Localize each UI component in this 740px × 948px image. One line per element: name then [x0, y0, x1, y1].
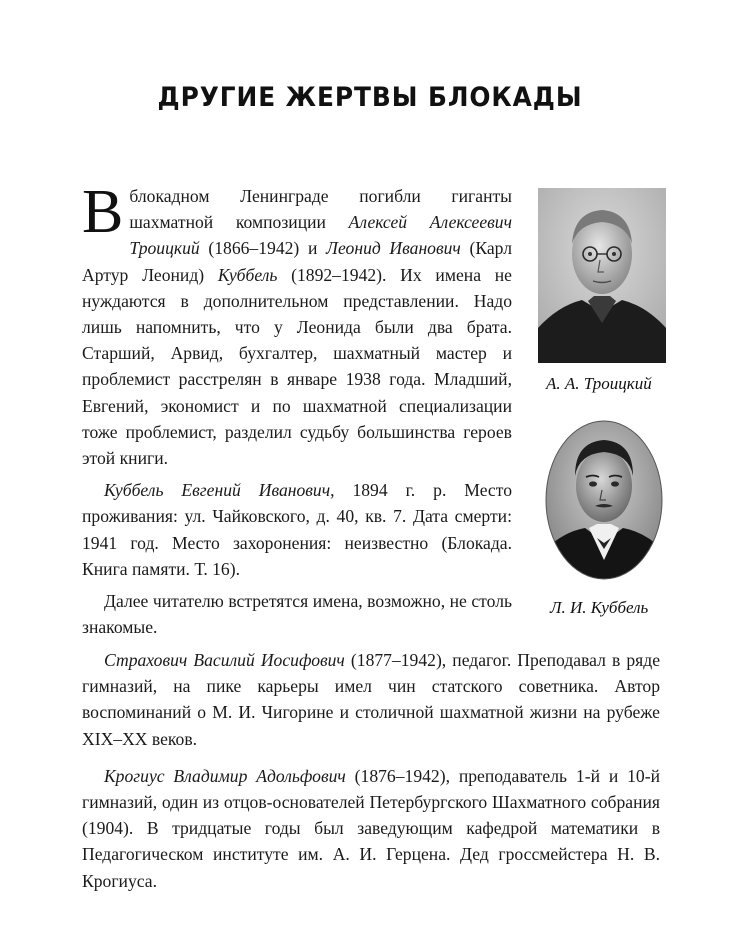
krogius-name: Крогиус Владимир Адольфович [104, 765, 346, 786]
name-kubbel: Куббель [217, 264, 278, 285]
krogius-text: (1876–1942), преподаватель 1-й и 10-й гимназий, один из отцов-основателей Петербургского Шахматного собрания (1904). В тридцатые годы был заведующим кафедрой математики в Педагогическом институте им. А. И. Герцена. Дед гроссмейстера Н. В. Крогиуса. [82, 765, 660, 891]
strakhovich-name: Страхович Василий Иосифович [104, 650, 345, 670]
kubbel-portrait-image [545, 420, 663, 580]
strakhovich-text: (1877–1942), педагог. Преподавал в ряде гимназий, на пике карьеры имел чин статского советника. Автор воспоминаний о М. И. Чигорине и столичной шахматной жизни на рубеже XIX–XX веков. [82, 650, 661, 749]
page-title: ДРУГИЕ ЖЕРТВЫ БЛОКАДЫ [157, 82, 583, 113]
troitsky-portrait-image [538, 188, 666, 363]
kubbel-entry-text: 1894 г. р. Место проживания: ул. Чайковского, д. 40, кв. 7. Дата смерти: 1941 год. Место захоронения: неизвестно (Блокада. Книга памяти. Т. 16). [82, 480, 512, 579]
intro-text-1: блокадном Ленинграде погибли гиганты шахматной композиции [129, 186, 512, 233]
troitsky-photo [538, 188, 666, 363]
kubbel-entry-name: Куббель Евгений Иванович, [104, 480, 335, 501]
strakhovich-entry [82, 647, 660, 752]
krogius-entry [82, 763, 660, 894]
main-text-column [82, 178, 512, 640]
kubbel-entry [82, 477, 512, 582]
kubbel-photo [545, 420, 663, 580]
full-width-text [82, 647, 660, 894]
intro-text-2: (1866–1942) и [199, 238, 327, 259]
name-leonid: Леонид Иванович [326, 238, 461, 259]
intro-paragraph [82, 178, 512, 471]
intro-text-4: (1892–1942). Их имена не нуждаются в дополнительном представлении. Надо лишь напомнить, что у Леонида были два брата. Старший, Арвид, бухгалтер, шахматный мастер и проблемист расстрелян в январе 1938 года. Младший, Евгений, экономист и по шахматной специализации тоже проблемист, разделил судьбу большинства героев этой книги. [82, 264, 512, 469]
drop-cap: В [82, 178, 124, 246]
kubbel-caption: Л. И. Куббель [550, 598, 649, 617]
intro-text-3: (Карл Артур Леонид) [82, 238, 512, 285]
further-paragraph: Далее читателю встретятся имена, возможно, не столь знакомые. [82, 591, 512, 638]
troitsky-caption: А. А. Троицкий [546, 374, 652, 393]
name-troitsky: Алексей Алексеевич Троицкий [129, 212, 512, 259]
